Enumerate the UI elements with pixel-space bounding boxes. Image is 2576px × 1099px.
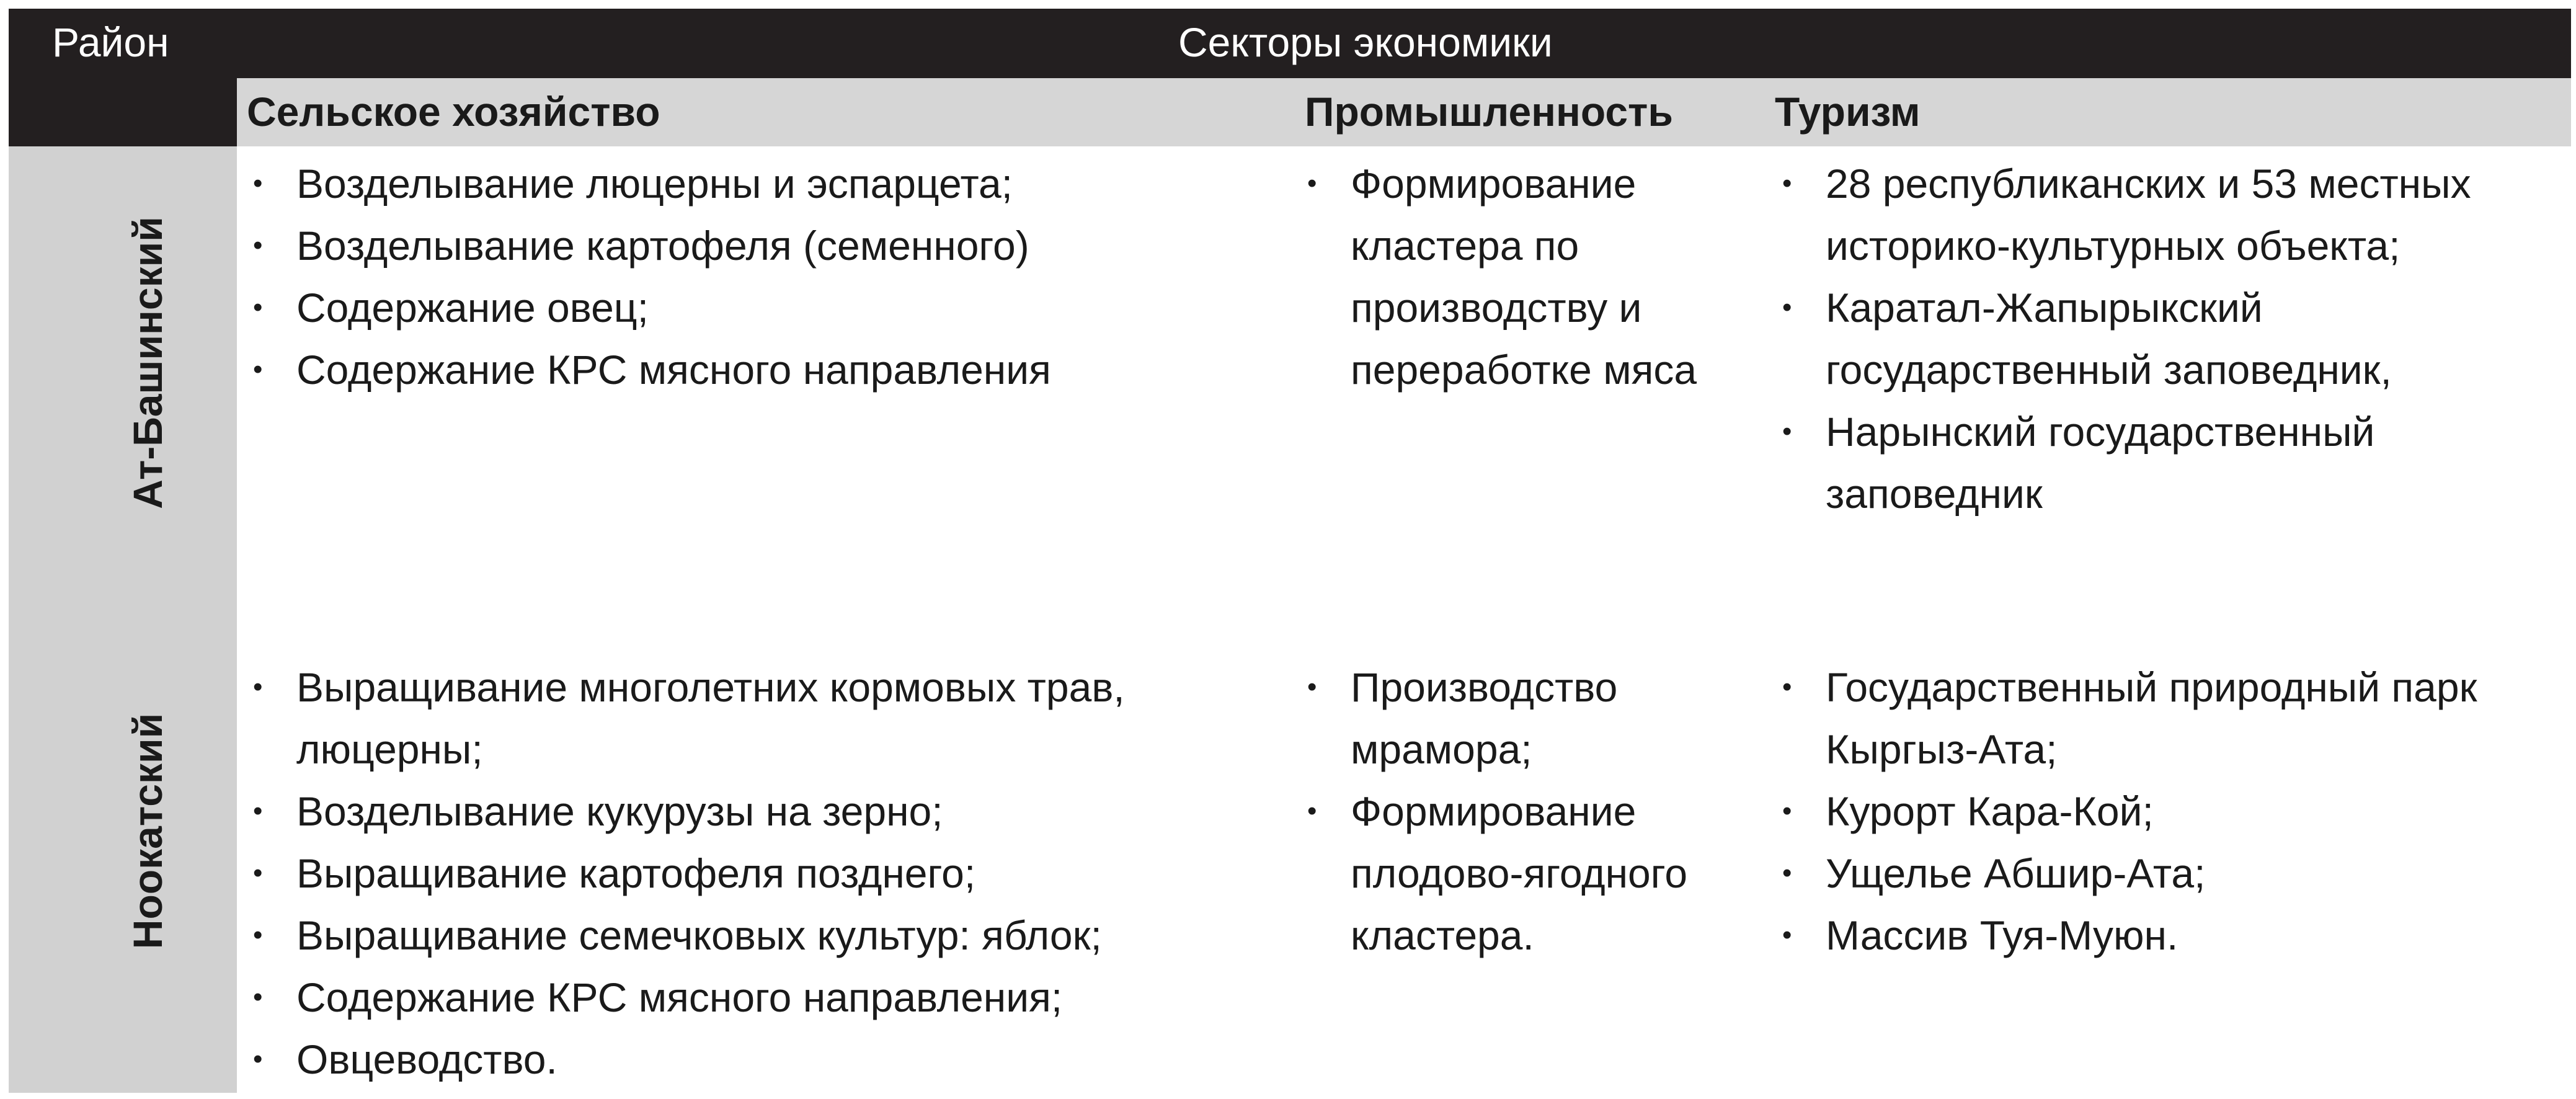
tourism-column-header: Туризм — [1775, 89, 1921, 135]
list-item: • Содержание КРС мясного направления — [246, 339, 1287, 401]
agriculture-list — [246, 656, 1287, 1090]
agriculture-list — [246, 153, 1287, 401]
district-name: Ноокатский — [125, 713, 171, 950]
list-item: • Овцеводство. — [246, 1028, 1287, 1090]
list-item: • Выращивание многолетних кормовых трав, люцерны; — [246, 656, 1287, 780]
list-item: • 28 республиканских и 53 местных историко-культурных объекта; — [1775, 153, 2570, 277]
list-item: • Формирование плодово-ягодного кластера. — [1300, 780, 1721, 966]
list-item: • Содержание овец; — [246, 277, 1287, 339]
list-item: • Формирование кластера по производству и переработке мяса — [1300, 153, 1721, 401]
list-item: • Выращивание картофеля позднего; — [246, 842, 1287, 904]
industry-list — [1300, 656, 1721, 966]
list-item: • Массив Туя-Муюн. — [1775, 904, 2570, 966]
list-item: • Производство мрамора; — [1300, 656, 1721, 780]
list-item: • Нарынский государственный заповедник — [1775, 401, 2570, 525]
district-column — [9, 146, 237, 1093]
district-column-header: Район — [52, 19, 169, 65]
industry-column-header: Промышленность — [1305, 89, 1673, 135]
list-item: • Ущелье Абшир-Ата; — [1775, 842, 2570, 904]
list-item: • Государственный природный парк Кыргыз-Ата; — [1775, 656, 2570, 780]
tourism-list — [1775, 153, 2570, 525]
list-item: • Каратал-Жапырыкский государственный заповедник, — [1775, 277, 2570, 401]
industry-list — [1300, 153, 1721, 401]
list-item: • Содержание КРС мясного направления; — [246, 966, 1287, 1028]
list-item: • Возделывание картофеля (семенного) — [246, 215, 1287, 277]
tourism-list — [1775, 656, 2570, 966]
list-item: • Возделывание кукурузы на зерно; — [246, 780, 1287, 842]
agriculture-column-header: Сельское хозяйство — [247, 89, 660, 135]
district-name: Ат-Башинский — [125, 216, 171, 509]
list-item: • Курорт Кара-Кой; — [1775, 780, 2570, 842]
list-item: • Возделывание люцерны и эспарцета; — [246, 153, 1287, 215]
list-item: • Выращивание семечковых культур: яблок; — [246, 904, 1287, 966]
sectors-header: Секторы экономики — [1178, 19, 1553, 65]
